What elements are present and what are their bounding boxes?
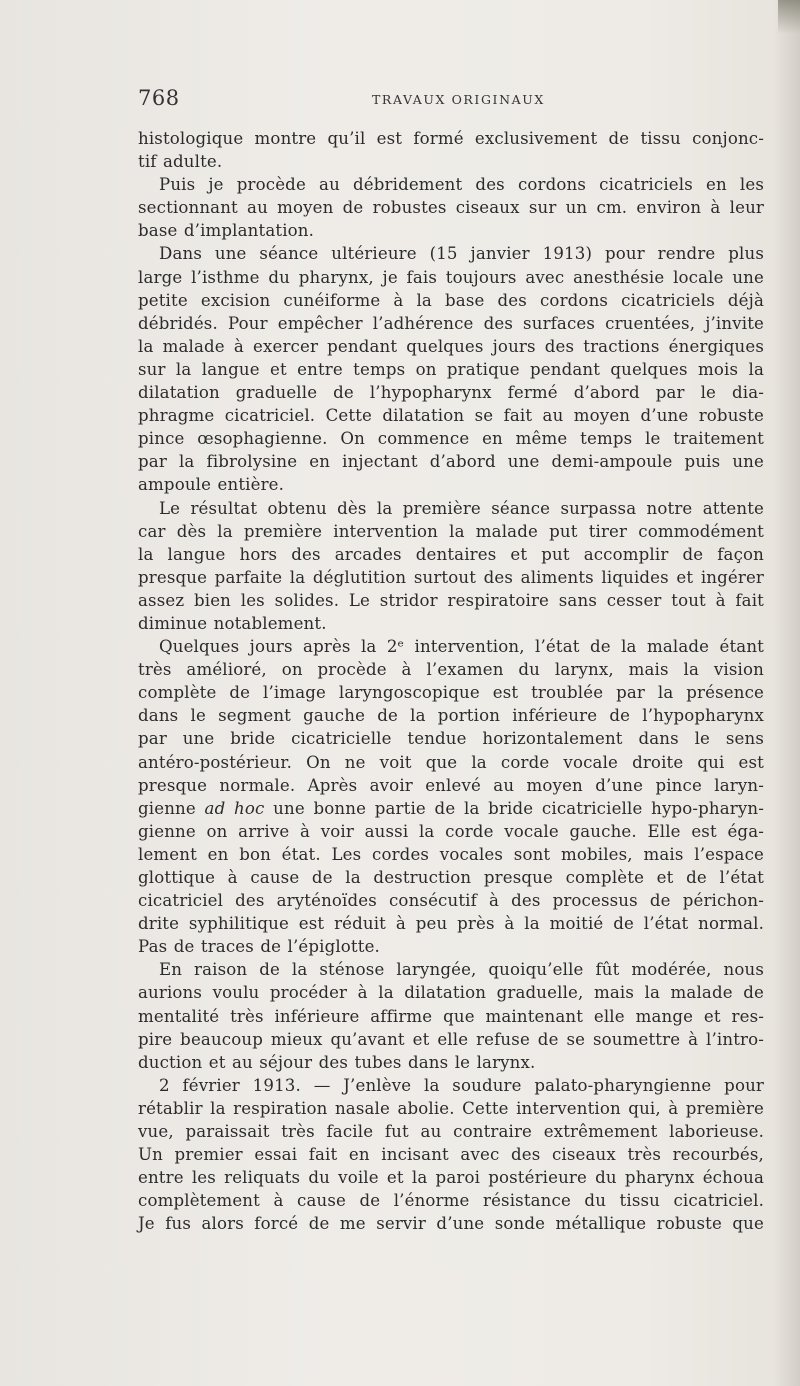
text-line: tif adulte. — [138, 152, 223, 172]
text-line: antéro-postérieur. On ne voit que la corde vocale droite qui est — [138, 752, 764, 772]
text-line: sectionnant au moyen de robustes ciseaux sur un cm. environ à leur — [138, 198, 764, 218]
text-line: Quelques jours après la 2ᵉ intervention, l’état de la malade étant — [159, 637, 764, 657]
text-line: gienne ad hoc une bonne partie de la bride cicatricielle hypo-pharyn- — [138, 798, 764, 818]
text-line: petite excision cunéiforme à la base des cordons cicatriciels déjà — [138, 290, 764, 310]
text-line: la malade à exercer pendant quelques jours des tractions énergiques — [138, 336, 764, 356]
text-line: dilatation graduelle de l’hypopharynx fermé d’abord par le dia- — [138, 383, 764, 403]
text-line: pince œsophagienne. On commence en même temps le traitement — [138, 429, 764, 449]
italic-phrase: ad hoc — [204, 798, 265, 818]
text-line: Un premier essai fait en incisant avec des ciseaux très recourbés, — [138, 1145, 764, 1165]
page-header — [138, 86, 764, 116]
text-line: sur la langue et entre temps on pratique pendant quelques mois la — [138, 359, 764, 379]
text-line: entre les reliquats du voile et la paroi postérieure du pharynx échoua — [138, 1168, 764, 1188]
text-line: assez bien les solides. Le stridor respiratoire sans cesser tout à fait — [138, 590, 764, 610]
text-line: phragme cicatriciel. Cette dilatation se fait au moyen d’une robuste — [138, 406, 764, 426]
text-line: Le résultat obtenu dès la première séance surpassa notre attente — [159, 498, 764, 518]
text-line: gienne on arrive à voir aussi la corde vocale gauche. Elle est éga- — [138, 821, 764, 841]
text-line: complètement à cause de l’énorme résistance du tissu cicatriciel. — [138, 1191, 764, 1211]
text-line: presque normale. Après avoir enlevé au moyen d’une pince laryn- — [138, 775, 764, 795]
text-line: la langue hors des arcades dentaires et put accomplir de façon — [138, 544, 764, 564]
text-line: complète de l’image laryngoscopique est troublée par la présence — [138, 683, 764, 703]
text-line: rétablir la respiration nasale abolie. Cette intervention qui, à première — [138, 1098, 764, 1118]
text-line: très amélioré, on procède à l’examen du larynx, mais la vision — [138, 660, 764, 680]
body-text — [138, 127, 764, 1236]
text-line: 2 février 1913. — J’enlève la soudure palato-pharyngienne pour — [159, 1075, 764, 1095]
text-line: Puis je procède au débridement des cordons cicatriciels en les — [159, 175, 764, 195]
text-line: base d’implantation. — [138, 221, 315, 241]
text-line: duction et au séjour des tubes dans le larynx. — [138, 1052, 536, 1072]
text-line: Dans une séance ultérieure (15 janvier 1913) pour rendre plus — [159, 244, 764, 264]
text-line: cicatriciel des aryténoïdes consécutif à des processus de périchon- — [138, 891, 764, 911]
text-line: lement en bon état. Les cordes vocales sont mobiles, mais l’espace — [138, 844, 764, 864]
text-line: histologique montre qu’il est formé exclusivement de tissu conjonc- — [138, 129, 764, 148]
text-line: vue, paraissait très facile fut au contraire extrêmement laborieuse. — [138, 1122, 764, 1142]
text-line: car dès la première intervention la malade put tirer commodément — [138, 521, 764, 541]
text-line: pire beaucoup mieux qu’avant et elle refuse de se soumettre à l’intro- — [138, 1029, 764, 1049]
text-line: ampoule entière. — [138, 475, 285, 495]
text-line: Pas de traces de l’épiglotte. — [138, 937, 380, 957]
corner-mark — [778, 0, 800, 34]
text-line: drite syphilitique est réduit à peu près à la moitié de l’état normal. — [138, 914, 764, 934]
text-line: diminue notablement. — [138, 613, 327, 633]
text-line: mentalité très inférieure affirme que maintenant elle mange et res- — [138, 1006, 764, 1026]
text-line: par la fibrolysine en injectant d’abord une demi-ampoule puis une — [138, 452, 764, 472]
text-line: par une bride cicatricielle tendue horizontalement dans le sens — [138, 729, 764, 749]
text-line: aurions voulu procéder à la dilatation graduelle, mais la malade de — [138, 983, 764, 1003]
text-line: En raison de la sténose laryngée, quoiqu’elle fût modérée, nous — [159, 960, 764, 980]
text-line: glottique à cause de la destruction presque complète et de l’état — [138, 868, 764, 887]
text-line: presque parfaite la déglutition surtout des aliments liquides et ingérer — [138, 567, 764, 587]
text-line: large l’isthme du pharynx, je fais toujours avec anesthésie locale une — [138, 267, 764, 287]
page-number: 768 — [138, 86, 180, 110]
page-edge-shadow — [774, 0, 800, 1386]
text-line: Je fus alors forcé de me servir d’une sonde métallique robuste que — [138, 1214, 764, 1234]
text-line: débridés. Pour empêcher l’adhérence des surfaces cruentées, j’invite — [138, 313, 764, 333]
running-title: TRAVAUX ORIGINAUX — [372, 92, 545, 107]
text-line: dans le segment gauche de la portion inférieure de l’hypopharynx — [138, 706, 764, 726]
